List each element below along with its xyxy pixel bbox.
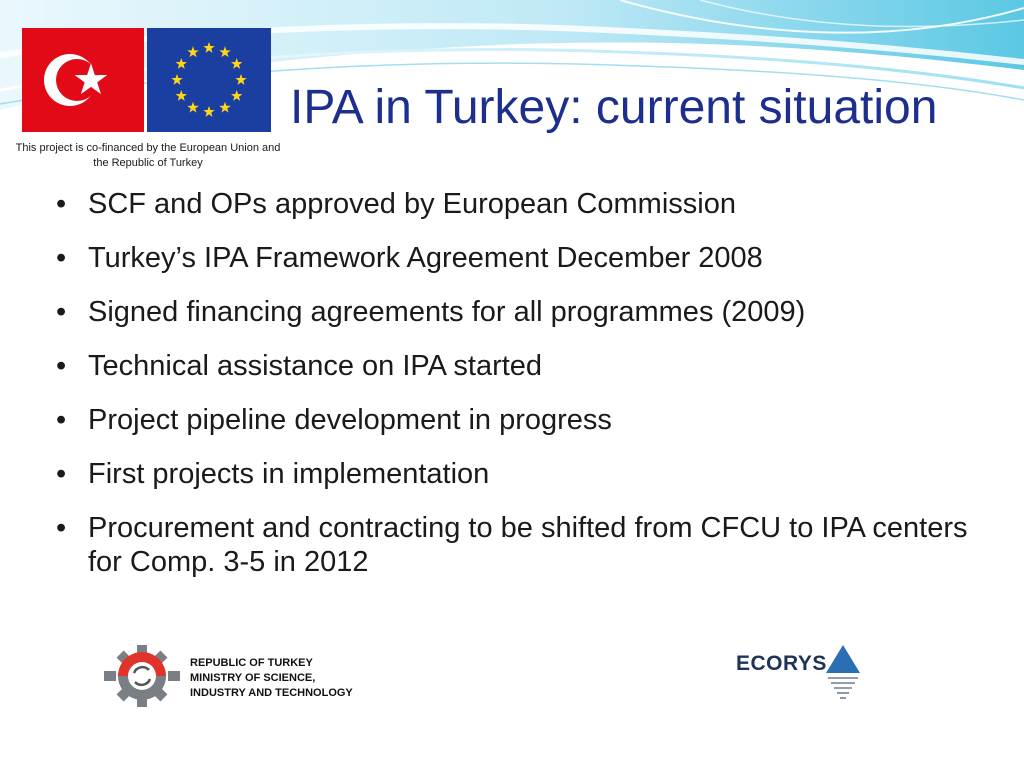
bullet-dot: • bbox=[56, 458, 67, 490]
ministry-name bbox=[190, 656, 450, 701]
bullet-item bbox=[56, 295, 976, 329]
bullet-text: Project pipeline development in progress bbox=[88, 404, 612, 436]
bullet-dot: • bbox=[56, 404, 67, 436]
triangle-icon bbox=[824, 643, 862, 705]
bullet-item bbox=[56, 241, 976, 275]
bullet-text: SCF and OPs approved by European Commission bbox=[88, 188, 736, 220]
bullet-item bbox=[56, 511, 976, 579]
ministry-line-2: MINISTRY OF SCIENCE, bbox=[190, 672, 316, 684]
slide-title: IPA in Turkey: current situation bbox=[290, 81, 938, 134]
cofinance-note: This project is co-financed by the European Union and the Republic of Turkey bbox=[15, 142, 281, 169]
bullet-dot: • bbox=[56, 188, 67, 220]
ministry-line-3: INDUSTRY AND TECHNOLOGY bbox=[190, 687, 353, 699]
gear-icon bbox=[101, 644, 183, 708]
bullet-dot: • bbox=[56, 350, 67, 382]
ecorys-logo-text: ECORYS bbox=[736, 652, 827, 675]
bullet-dot: • bbox=[56, 512, 67, 544]
bullet-text: First projects in implementation bbox=[88, 458, 490, 490]
bullet-text: Procurement and contracting to be shifted from CFCU to IPA centers for Comp. 3-5 in 2012 bbox=[88, 512, 968, 578]
bullet-list bbox=[56, 187, 976, 599]
bullet-item bbox=[56, 457, 976, 491]
bullet-text: Turkey’s IPA Framework Agreement December 2008 bbox=[88, 242, 763, 274]
bullet-text: Technical assistance on IPA started bbox=[88, 350, 543, 382]
eu-flag-icon bbox=[147, 28, 271, 132]
bullet-item bbox=[56, 187, 976, 221]
ministry-line-1: REPUBLIC OF TURKEY bbox=[190, 657, 313, 669]
bullet-text: Signed financing agreements for all programmes (2009) bbox=[88, 296, 806, 328]
bullet-item bbox=[56, 349, 976, 383]
bullet-dot: • bbox=[56, 296, 67, 328]
turkey-flag-icon bbox=[22, 28, 144, 132]
bullet-item bbox=[56, 403, 976, 437]
bullet-dot: • bbox=[56, 242, 67, 274]
